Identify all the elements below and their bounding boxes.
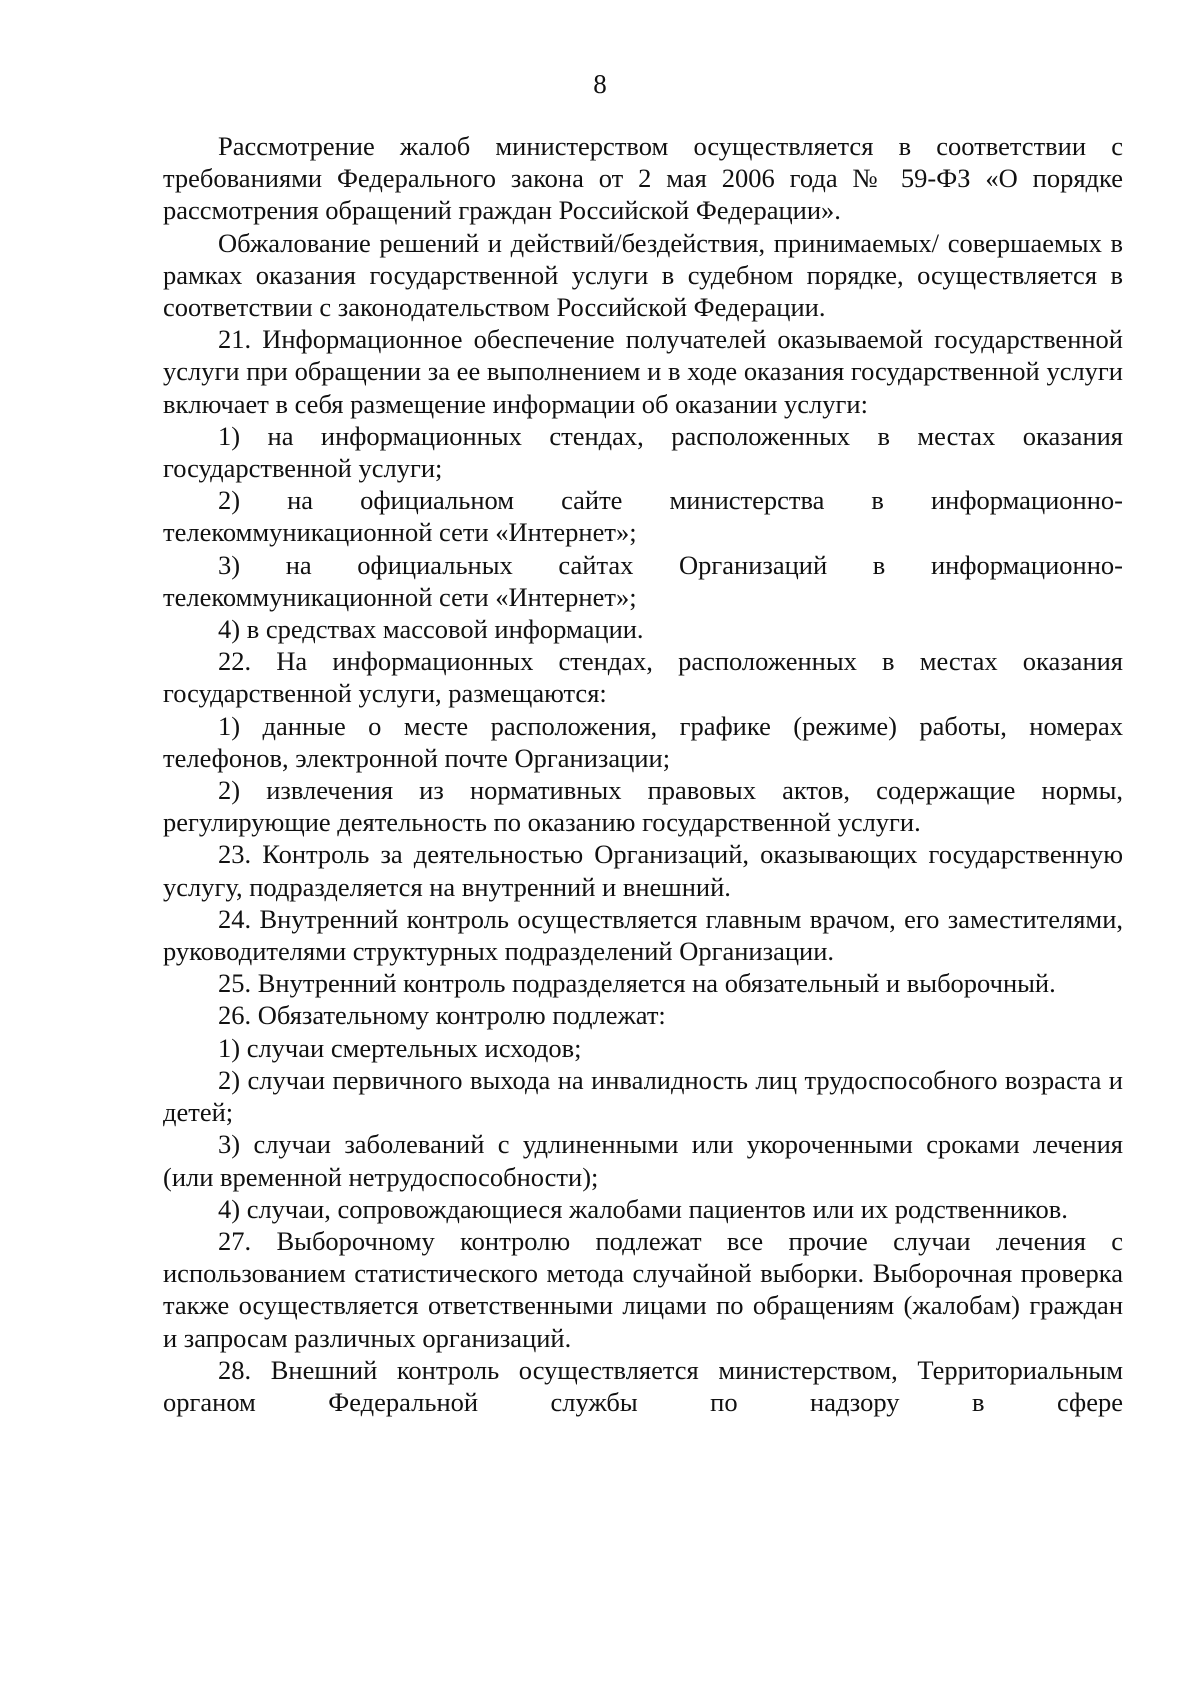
list-item-22-1: 1) данные о месте расположения, графике (режиме) работы, номерах телефонов, электронной почте Организации; <box>163 710 1123 773</box>
paragraph-item-25: 25. Внутренний контроль подразделяется на обязательный и выборочный. <box>218 968 1056 999</box>
list-item-26-1: 1) случаи смертельных исходов; <box>218 1032 582 1063</box>
paragraph-item-23: 23. Контроль за деятельностью Организаций, оказывающих государственную услугу, подразделяется на внутренний и внешний. <box>163 839 1123 902</box>
list-item-26-4: 4) случаи, сопровождающиеся жалобами пациентов или их родственников. <box>218 1193 1068 1224</box>
document-body <box>163 130 1123 1418</box>
paragraph-complaints-review: Рассмотрение жалоб министерством осуществляется в соответствии с требованиями Федерального закона от 2 мая 2006 года № 59-ФЗ «О порядке рассмотрения обращений граждан Российской Федерации». <box>163 131 1123 226</box>
paragraph-item-26: 26. Обязательному контролю подлежат: <box>218 1000 666 1031</box>
paragraph-item-22: 22. На информационных стендах, расположенных в местах оказания государственной услуги, размещаются: <box>163 646 1123 709</box>
list-item-21-4: 4) в средствах массовой информации. <box>218 614 644 645</box>
list-item-22-2: 2) извлечения из нормативных правовых актов, содержащие нормы, регулирующие деятельность по оказанию государственной услуги. <box>163 775 1123 838</box>
list-item-21-1: 1) на информационных стендах, расположенных в местах оказания государственной услуги; <box>163 420 1123 484</box>
list-item-26-2: 2) случаи первичного выхода на инвалидность лиц трудоспособного возраста и детей; <box>163 1064 1123 1128</box>
list-item-21-3: 3) на официальных сайтах Организаций в информационно-телекоммуникационной сети «Интернет»; <box>163 549 1123 612</box>
list-item-26-3: 3) случаи заболеваний с удлиненными или укороченными сроками лечения (или временной нетрудоспособности); <box>163 1129 1123 1192</box>
paragraph-judicial-appeal: Обжалование решений и действий/бездействия, принимаемых/ совершаемых в рамках оказания государственной услуги в судебном порядке, осуществляется в соответствии с законодательством Российской Федерации. <box>163 227 1123 323</box>
page-number: 8 <box>593 69 607 99</box>
list-item-21-2: 2) на официальном сайте министерства в информационно-телекоммуникационной сети «Интернет»; <box>163 485 1123 548</box>
paragraph-item-24: 24. Внутренний контроль осуществляется главным врачом, его заместителями, руководителями структурных подразделений Организации. <box>163 903 1123 967</box>
paragraph-item-27: 27. Выборочному контролю подлежат все прочие случаи лечения с использованием статистического метода случайной выборки. Выборочная проверка также осуществляется ответственными лицами по обращениям (жалобам) граждан и запросам различных организаций. <box>163 1225 1123 1353</box>
paragraph-item-28: 28. Внешний контроль осуществляется министерством, Территориальным органом Федеральной службы по надзору в сфере <box>163 1354 1123 1417</box>
paragraph-item-21: 21. Информационное обеспечение получателей оказываемой государственной услуги при обращении за ее выполнением и в ходе оказания государственной услуги включает в себя размещение информации об оказании услуги: <box>163 324 1123 419</box>
